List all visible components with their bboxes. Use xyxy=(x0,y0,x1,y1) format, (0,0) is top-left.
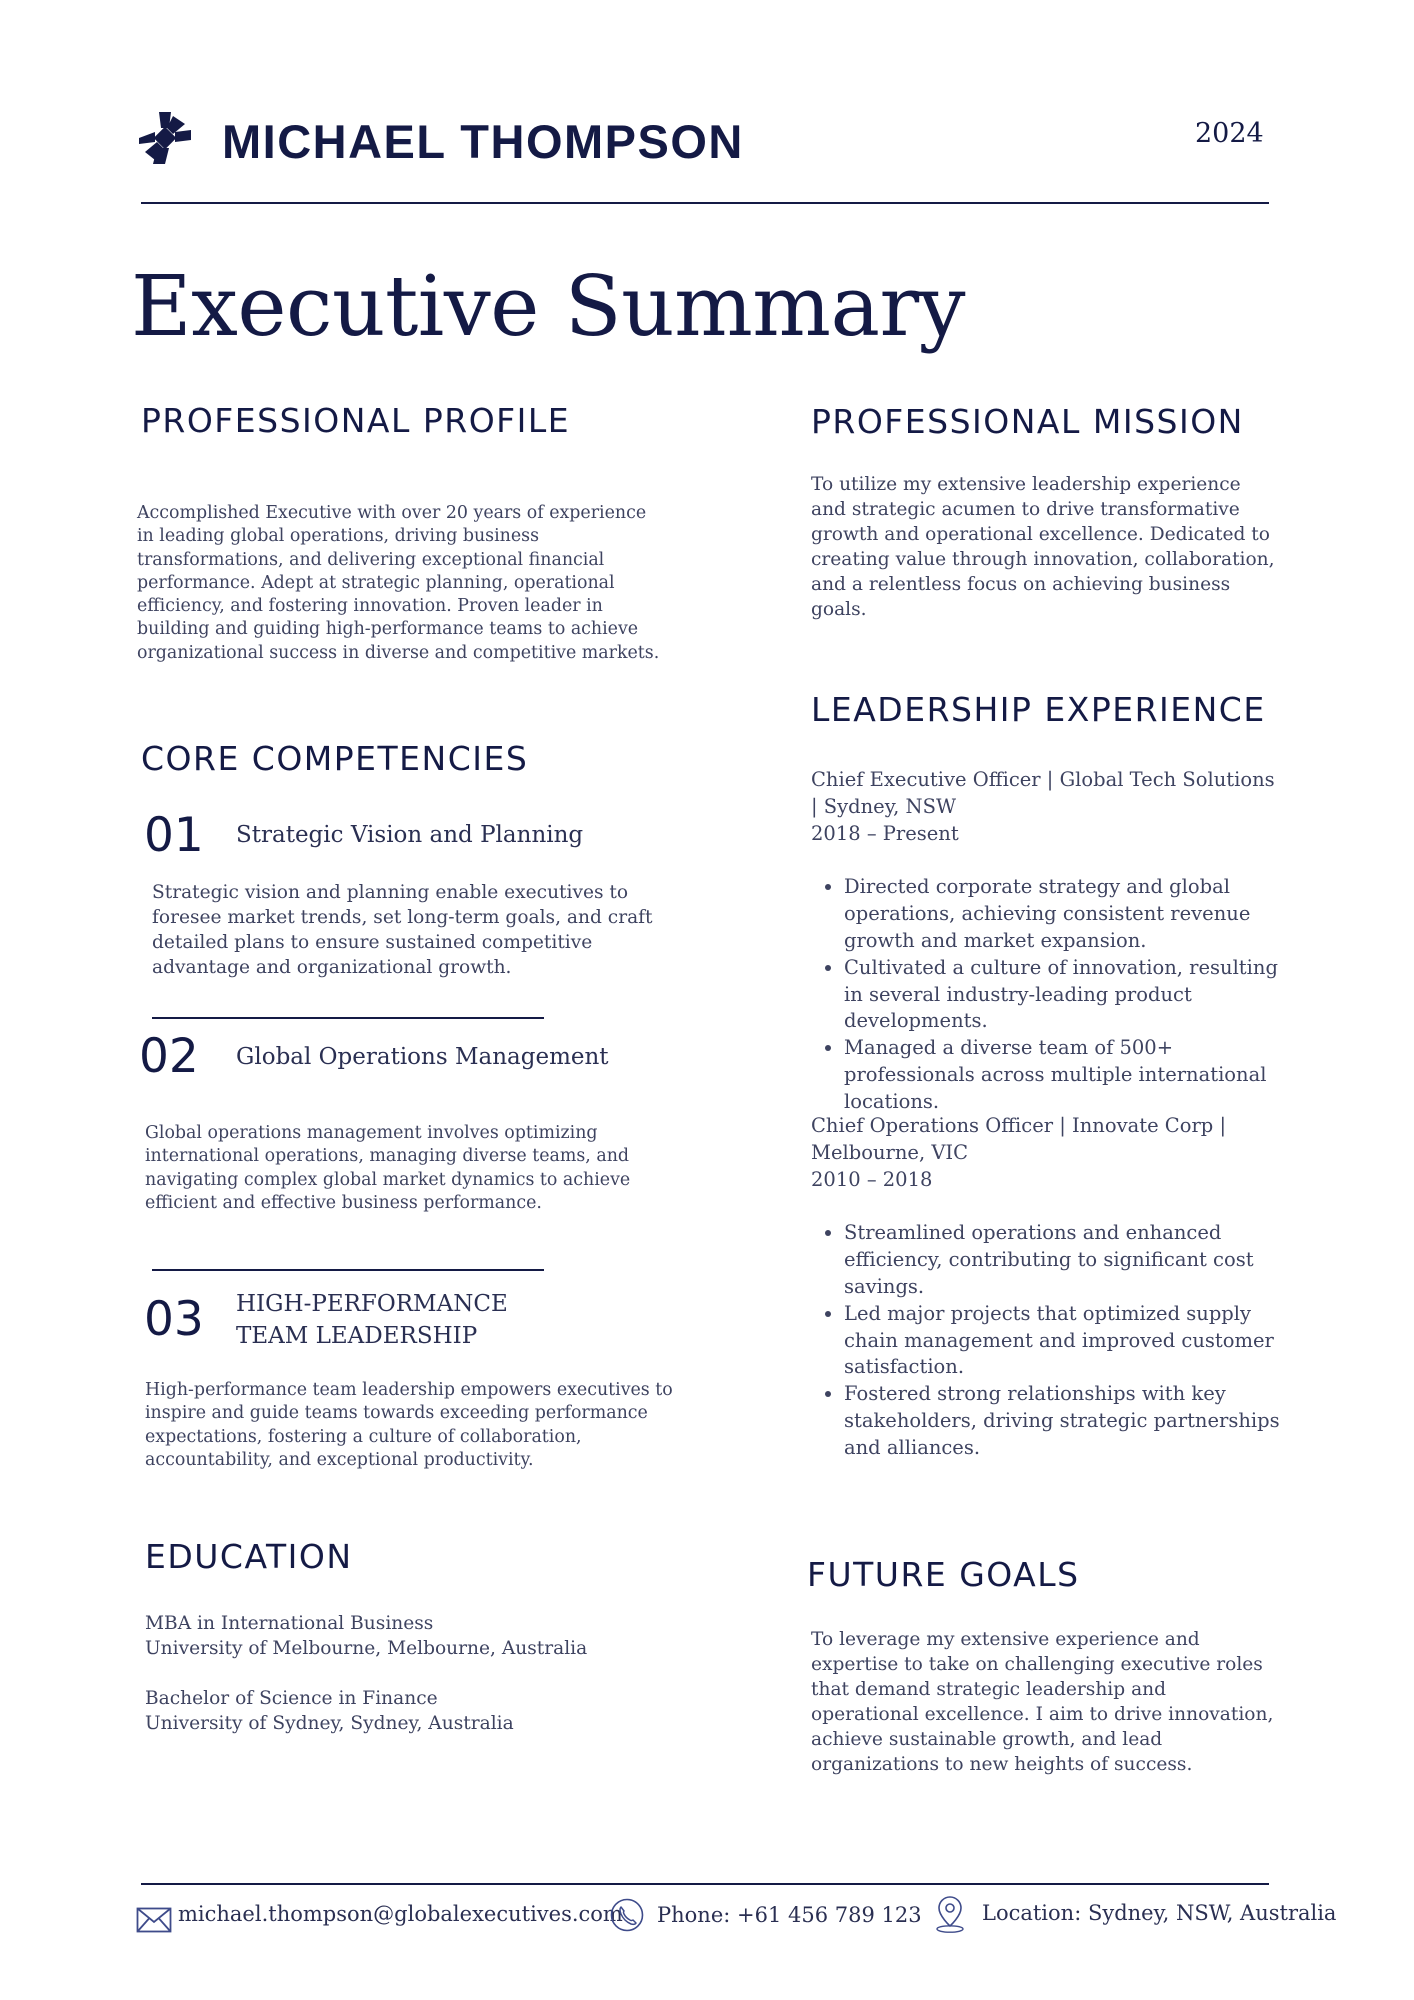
map-pin-icon xyxy=(933,1894,967,1934)
competency-text-2: Global operations management involves optimizing international operations, managing diverse teams, and navigating complex global market dynamics to achieve efficient and effective business performance. xyxy=(145,1123,631,1213)
education-school-1: University of Melbourne, Melbourne, Australia xyxy=(145,1638,588,1659)
page-title: Executive Summary xyxy=(131,258,966,355)
leadership-role-2 xyxy=(811,1113,1281,1462)
education-heading: EDUCATION xyxy=(145,1537,353,1576)
competency-divider-1 xyxy=(152,1017,544,1019)
leadership-role-1 xyxy=(811,767,1281,1116)
footer-divider xyxy=(141,1883,1269,1885)
education-degree-1: MBA in International Business xyxy=(145,1613,434,1634)
document-year: 2024 xyxy=(1195,118,1264,149)
person-name: MICHAEL THOMPSON xyxy=(222,115,744,168)
competency-divider-2 xyxy=(152,1269,544,1271)
mission-heading: PROFESSIONAL MISSION xyxy=(811,402,1244,441)
profile-heading: PROFESSIONAL PROFILE xyxy=(141,401,571,440)
education-school-2: University of Sydney, Sydney, Australia xyxy=(145,1713,514,1734)
logo-icon xyxy=(139,112,191,164)
role-bullets-2 xyxy=(811,1220,1281,1461)
competency-title-3: HIGH-PERFORMANCE TEAM LEADERSHIP xyxy=(236,1291,508,1349)
competencies-heading: CORE COMPETENCIES xyxy=(141,739,529,778)
mission-text: To utilize my extensive leadership experience and strategic acumen to drive transformative growth and operational excellence. Dedicated to creating value through innovation, collaboration, and a relentless focus on achieving business goals. xyxy=(811,474,1275,620)
role-title-2: Chief Operations Officer | Innovate Corp | Melbourne, VIC xyxy=(811,1114,1227,1164)
footer-email[interactable]: michael.thompson@globalexecutives.com xyxy=(178,1902,623,1926)
profile-text xyxy=(137,502,667,665)
goals-text: To leverage my extensive experience and expertise to take on challenging executive roles that demand strategic leadership and operational excellence. I aim to drive innovation, achieve sustainable growth, and lead organizations to new heights of success. xyxy=(811,1629,1274,1775)
role-period-2: 2010 – 2018 xyxy=(811,1167,933,1191)
education-list xyxy=(145,1611,665,1736)
role-bullets-1 xyxy=(811,874,1281,1115)
role-period-1: 2018 – Present xyxy=(811,821,959,845)
competency-text-1: Strategic vision and planning enable executives to foresee market trends, set long-term goals, and craft detailed plans to ensure sustained competitive advantage and organizational growth. xyxy=(152,882,653,978)
envelope-icon xyxy=(136,1907,172,1933)
list-item: • Cultivated a culture of innovation, resulting in several industry-leading product developments. xyxy=(844,955,1281,1035)
list-item: • Fostered strong relationships with key stakeholders, driving strategic partnerships and alliances. xyxy=(844,1381,1281,1461)
list-item: • Led major projects that optimized supply chain management and improved customer satisfaction. xyxy=(844,1301,1281,1381)
education-degree-2: Bachelor of Science in Finance xyxy=(145,1688,438,1709)
phone-icon xyxy=(610,1898,644,1932)
competency-title-2: Global Operations Management xyxy=(236,1044,609,1070)
footer-location: Location: Sydney, NSW, Australia xyxy=(982,1901,1337,1925)
profile-paragraph: Accomplished Executive with over 20 years of experience in leading global operations, driving business transformations, and delivering exceptional financial performance. Adept at strategic planning, operational efficiency, and fostering innovation. Proven leader in building and guiding high-performance teams to achieve organizational success in diverse and competitive markets. xyxy=(137,503,660,663)
footer-phone[interactable]: Phone: +61 456 789 123 xyxy=(657,1903,922,1927)
list-item: • Managed a diverse team of 500+ professionals across multiple international locations. xyxy=(844,1035,1281,1115)
competency-number-1: 01 xyxy=(144,808,204,863)
role-title-1: Chief Executive Officer | Global Tech Solutions | Sydney, NSW xyxy=(811,768,1275,818)
list-item: • Directed corporate strategy and global operations, achieving consistent revenue growth and market expansion. xyxy=(844,874,1281,954)
header-divider xyxy=(141,202,1269,204)
competency-number-2: 02 xyxy=(139,1029,199,1084)
competency-text-3: High-performance team leadership empowers executives to inspire and guide teams towards exceeding performance expectations, fostering a culture of collaboration, accountability, and exceptional productivity. xyxy=(145,1380,673,1470)
list-item: • Streamlined operations and enhanced efficiency, contributing to significant cost savings. xyxy=(844,1220,1281,1300)
competency-number-3: 03 xyxy=(144,1292,204,1347)
goals-heading: FUTURE GOALS xyxy=(807,1555,1080,1594)
competency-title-1: Strategic Vision and Planning xyxy=(236,822,584,848)
leadership-heading: LEADERSHIP EXPERIENCE xyxy=(811,690,1266,729)
